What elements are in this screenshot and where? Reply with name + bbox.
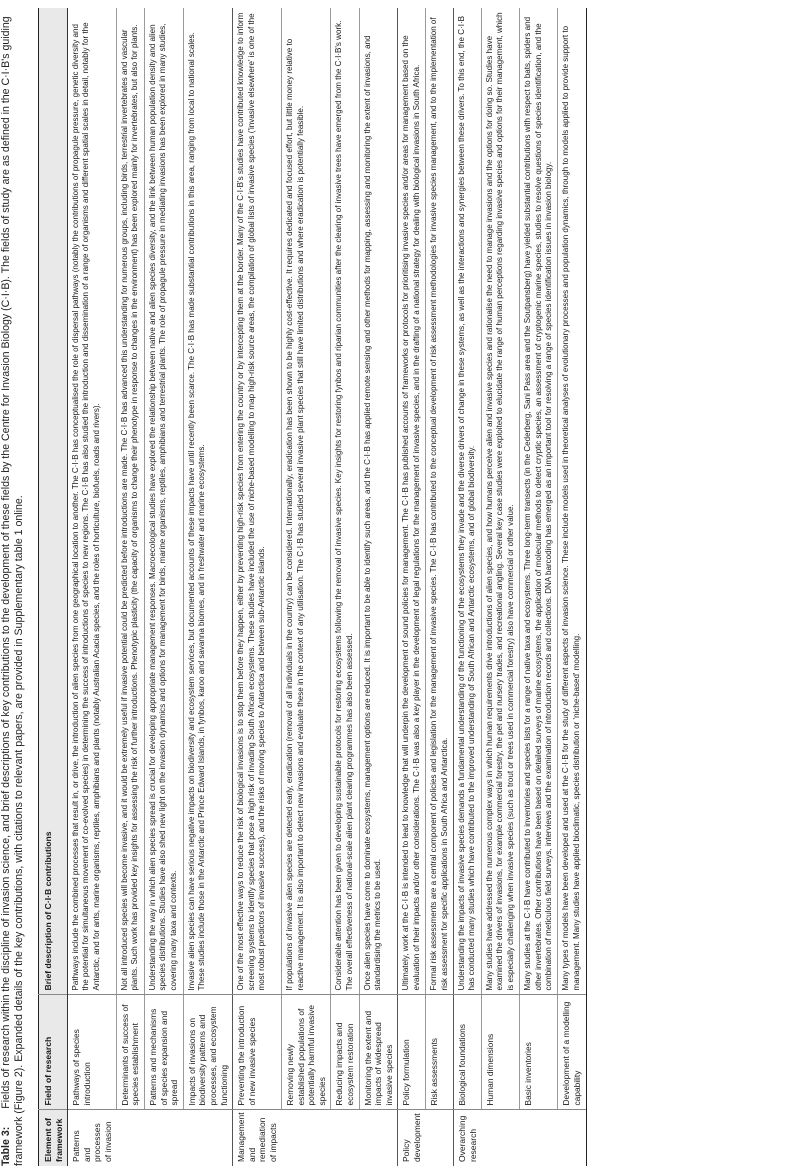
table-row — [116, 8, 144, 1166]
element-cell: Overarching research — [454, 1110, 482, 1166]
description-cell: Understanding the way in which alien species spread is crucial for developing appropriate management responses. Macroecological studies have explored the relationship between native and alien species diversity, and the link between human population density and alien species distributions. Studies have also shed new light on the invasion dynamics and options for management for birds, marine organisms, reptiles, amphibians and terrestrial plants. The role of propagule pressure in mediating invasions has been explored in many studies, covering many taxa and contexts. — [145, 8, 184, 995]
field-cell: Preventing the introduction of new invasive species — [233, 995, 282, 1110]
element-cell — [282, 1110, 331, 1166]
element-cell: Management and remediation of impacts — [233, 1110, 282, 1166]
field-cell: Reducing impacts and ecosystem restoration — [331, 995, 359, 1110]
element-cell — [331, 1110, 359, 1166]
header-description: Brief description of C·I·B contributions — [39, 8, 68, 995]
element-cell — [520, 1110, 558, 1166]
caption-text: Fields of research within the discipline of invasion science, and brief descriptions of key contributions to the development of these fields by the Centre for Invasion Biology (C·I·B). The fields of study are as defined in the C·I·B's guiding framework (Figure 2). Expanded details of the key contributions, with citations to relevant papers, are provided in Supplementary table 1 online. — [0, 16, 26, 1166]
description-cell: Not all introduced species will become invasive, and it would be extremely useful if invasive potential could be predicted before introductions are made. The C·I·B has advanced this understanding for numerous groups, including birds, terrestrial invertebrates and vascular plants. Such work has provided key insights for assessing the risk of further introductions. Phenotypic plasticity (the capacity of organisms to change their phenotype in response to changes in the environment) has been explored mainly for invertebrates, but also for plants. — [116, 8, 144, 995]
table-body — [68, 8, 587, 1166]
description-cell: One of the most effective ways to reduce the risk of biological invasions is to stop them before they happen, either by preventing high-risk species from entering the country or by intercepting them at the border. Many of the C·I·B's studies have contributed knowledge to inform screening systems to identify species that pose a high risk of invading South African ecosystems. These studies have included the use of niche-based modelling to map high-risk source areas, the compilation of global lists of invasive species ('invasive elsewhere' is one of the most robust predictors of invasive success), and the risks of moving species to Antarctica and between sub-Antarctic islands. — [233, 8, 282, 995]
element-cell — [481, 1110, 519, 1166]
element-cell — [116, 1110, 144, 1166]
field-cell: Policy formulation — [398, 995, 426, 1110]
element-cell — [426, 1110, 454, 1166]
table-row — [426, 8, 454, 1166]
header-row — [39, 8, 68, 1166]
research-fields-table — [38, 8, 587, 1166]
field-cell: Pathways of species introduction — [68, 995, 117, 1110]
field-cell: Risk assessments — [426, 995, 454, 1110]
table-header — [39, 8, 68, 1166]
field-cell: Development of a modelling capability — [558, 995, 586, 1110]
table-row — [558, 8, 586, 1166]
element-cell — [558, 1110, 586, 1166]
field-cell: Basic inventories — [520, 995, 558, 1110]
table-row — [183, 8, 232, 1166]
table-row — [359, 8, 398, 1166]
table-row — [481, 8, 519, 1166]
table-row — [282, 8, 331, 1166]
table-row — [233, 8, 282, 1166]
description-cell: Considerable attention has been given to developing sustainable protocols for restoring ecosystems following the removal of invasive species. Key insights for restoring fynbos and riparian communities after the clearing of invasive trees have emerged from the C·I·B's work. The overall effectiveness of national-scale alien plant clearing programmes has also been assessed. — [331, 8, 359, 995]
element-cell — [359, 1110, 398, 1166]
field-cell: Removing newly established populations of potentially harmful invasive species — [282, 995, 331, 1110]
description-cell: Invasive alien species can have serious negative impacts on biodiversity and ecosystem services, but documented accounts of these impacts have until recently been scarce. The C·I·B has made substantial contributions in this area, ranging from local to national scales. These studies include those in the Antarctic and Prince Edward Islands, in fynbos, karoo and savanna biomes, and in freshwater and marine ecosystems. — [183, 8, 232, 995]
description-cell: Ultimately, work at the C·I·B is intended to lead to knowledge that will underpin the development of sound policies for management. The C·I·B has published accounts of frameworks or protocols for prioritising invasive species and/or areas for management based on the evaluation of their impacts and/or other considerations. The C·I·B was also a key player in the development of legal regulations for the management of invasive species, and in the drafting of a national strategy for dealing with biological invasions in South Africa. — [398, 8, 426, 995]
element-cell — [183, 1110, 232, 1166]
table-row — [454, 8, 482, 1166]
element-cell — [145, 1110, 184, 1166]
description-cell: Many studies at the C·I·B have contributed to inventories and species lists for a range of native taxa and ecosystems. Three long-term transects (in the Cederberg, Sani Pass area and the Soutpansberg) have yielded substantial contributions with respect to bats, spiders and other invertebrates. Other contributions have been based on detailed surveys of marine ecosystems, the application of molecular methods to detect cryptic species, an assessment of cryptogenic marine species, studies to resolve questions of species identification, and the combination of meticulous field surveys, interviews and the examination of introduction records and collections. DNA barcoding has emerged as an important tool for resolving a range of species identification issues in invasion biology. — [520, 8, 558, 995]
field-cell: Human dimensions — [481, 995, 519, 1110]
description-cell: Formal risk assessments are a central component of policies and legislation for the management of invasive species. The C·I·B has contributed to the conceptual development of risk assessment methodologies for invasive species management, and to the implementation of risk assessment for specific applications in South Africa and Antarctica. — [426, 8, 454, 995]
table-row — [145, 8, 184, 1166]
field-cell: Patterns and mechanisms of species expansion and spread — [145, 995, 184, 1110]
description-cell: Many types of models have been developed and used at the C·I·B for the study of different aspects of invasion science. These include models used in theoretical analyses of evolutionary processes and population dynamics, through to models applied to provide support to management. Many studies have applied bioclimatic, species distribution or 'niche-based' modelling. — [558, 8, 586, 995]
table-row — [520, 8, 558, 1166]
field-cell: Impacts of invasions on biodiversity patterns and processes, and ecosystem functioning — [183, 995, 232, 1110]
element-cell: Policy development — [398, 1110, 426, 1166]
table-row — [398, 8, 426, 1166]
description-cell: Once alien species have come to dominate ecosystems, management options are reduced. It is important to be able to identify such areas, and the C·I·B has applied remote sensing and other methods for mapping, assessing and monitoring the extent of invasions, and standardising the metrics to be used. — [359, 8, 398, 995]
table-label: Table 3: — [0, 1126, 12, 1166]
table-row — [331, 8, 359, 1166]
description-cell: Pathways include the combined processes that result in, or drive, the introduction of alien species from one geographical location to another. The C·I·B has conceptualised the role of dispersal pathways (notably the contributions of propagule pressure, genetic diversity and the potential for simultaneous movement of co-evolved species) in determining the success of introductions of species to new regions. The C·I·B has also studied the introduction and dissemination of a range of organisms and different spatial scales in detail, notably for the Antarctic, and for ants, marine organisms, reptiles, amphibians and plants (notably Australian Acacia species, and the roles of horticulture, biofuels, roads and rivers). — [68, 8, 117, 995]
header-field: Field of research — [39, 995, 68, 1110]
element-cell: Patterns and processes of invasion — [68, 1110, 117, 1166]
table-caption — [0, 4, 27, 1166]
table-row — [68, 8, 117, 1166]
field-cell: Biological foundations — [454, 995, 482, 1110]
header-element: Element of framework — [39, 1110, 68, 1166]
field-cell: Monitoring the extent and impacts of widespread invasive species — [359, 995, 398, 1110]
field-cell: Determinants of success of species establishment — [116, 995, 144, 1110]
description-cell: Many studies have addressed the numerous complex ways in which human requirements drive introductions of alien species, and how humans perceive alien and invasive species and rationalise the need to manage invasions and the options for doing so. Studies have examined the drivers of invasions, for example commercial forestry, the pet and nursery trades, and recreational angling. Several key case studies were exploited to elucidate the range of human perceptions regarding invasive species and options for their management, which is especially challenging when invasive species (such as trout or trees used in commercial forestry) also have commercial or other value. — [481, 8, 519, 995]
description-cell: Understanding the impacts of invasive species demands a fundamental understanding of the functioning of the ecosystems they invade and the diverse drivers of change in these systems, as well as the interactions and synergies between these drivers. To this end, the C·I·B has conducted many studies which have contributed to the improved understanding of South African and Antarctic ecosystems, and of global biodiversity. — [454, 8, 482, 995]
description-cell: If populations of invasive alien species are detected early, eradication (removal of all individuals in the country) can be considered. Internationally, eradication has been shown to be highly cost-effective. It requires dedicated and focused effort, but little money relative to reactive management. It is also important to detect new invasions and evaluate these in the context of any utilisation. The C·I·B has studied several invasive plant species that still have limited distributions and where eradication is potentially feasible. — [282, 8, 331, 995]
